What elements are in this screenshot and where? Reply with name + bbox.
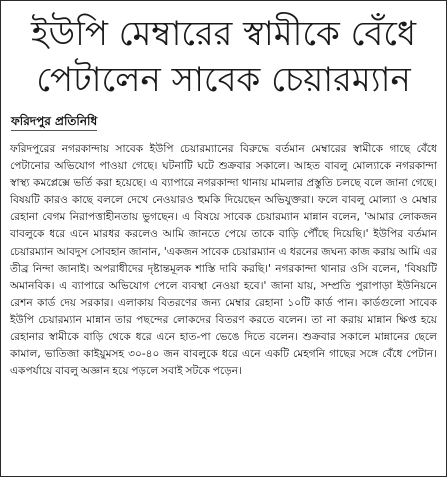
article-headline [1,1,446,103]
article-byline: ফরিদপুর প্রতিনিধি [11,113,97,131]
headline-line-2: পেটালেন সাবেক চেয়ারম্যান [36,60,411,100]
headline-line-1: ইউপি মেম্বারের স্বামীকে বেঁধে [30,14,417,54]
article-body: ফরিদপুরের নগরকান্দায় সাবেক ইউপি চেয়ারম্যানের বিরুদ্ধে বর্তমান মেম্বারের স্বামীকে গাছে বেঁধে পেটানোর অভিযোগ পাওয়া গেছে। ঘটনাটি ঘটে শুক্রবার সকালে। আহত বাবলু মোল্যাকে নগরকান্দা স্বাস্থ্য কমপ্লেক্সে ভর্তি করা হয়েছে। এ ব্যাপারে নগরকান্দা থানায় মামলার প্রস্তুতি চলছে বলে জানা গেছে। বিষয়টি কারও কাছে বললে দেখে নেওয়ারও হুমকি দিয়েছেন অভিযুক্তরা। ফলে বাবলু মোল্যা ও মেম্বার রেহানা বেগম নিরাপত্তাহীনতায় ভুগছেন। এ বিষয়ে সাবেক চেয়ারম্যান মান্নান বলেন, 'আমার লোকজন বাবলুকে ধরে এনে মারধর করলেও আমি জানতে পেয়ে তাকে বাড়ি পৌঁছে দিয়েছি।' ইউপির বর্তমান চেয়ারম্যান আবদুস সোবহান জানান, 'একজন সাবেক চেয়ারম্যান এ ধরনের জঘন্য কাজ করায় আমি এর তীব্র নিন্দা জানাই। অপরাধীদের দৃষ্টান্তমূলক শাস্তি দাবি করছি।' নগরকান্দা থানার ওসি বলেন, 'বিষয়টি অমানবিক। এ ব্যাপারে অভিযোগ পেলে ব্যবস্থা নেওয়া হবে।' জানা যায়, সম্প্রতি পুরাপাড়া ইউনিয়নে রেশন কার্ড দেয় সরকার। এলাকায় বিতরণের জন্য মেম্বার রেহানা ১০টি কার্ড পান। কার্ডগুলো সাবেক ইউপি চেয়ারম্যান মান্নান তার পছন্দের লোকদের বিতরণ করতে বলেন। তা না করায় মান্নান ক্ষিপ্ত হয়ে রেহানার স্বামীকে বাড়ি থেকে ধরে এনে হাত-পা ভেঙে দিতে বলেন। শুক্রবার সকালে মান্নানের ছেলে কামাল, ভাতিজা কাইয়ুমসহ ৩০-৪০ জন বাবলুকে ধরে এনে একটি মেহগনি গাছের সঙ্গে বেঁধে পেটান। একপর্যায়ে বাবলু অজ্ঞান হয়ে পড়লে সবাই সটকে পড়েন। [10,143,437,378]
